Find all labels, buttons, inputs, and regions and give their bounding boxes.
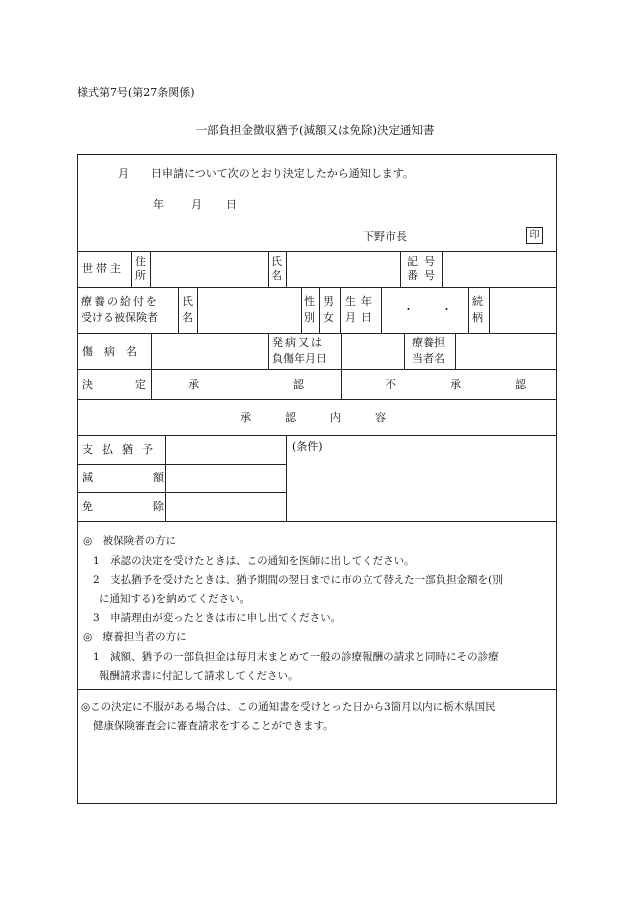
row-divider (77, 435, 557, 436)
row-divider (77, 464, 286, 465)
onset-date-label: 負傷年月日 (272, 352, 327, 365)
number-label: 番号 (407, 269, 441, 282)
conditions-label: (条件) (292, 440, 323, 453)
appeal-notice: ◎この決定に不服がある場合は、この通知書を受けとった日から3箇月以内に栃木県国民 (81, 701, 496, 713)
row-divider (77, 689, 557, 690)
row-divider (77, 333, 557, 334)
col-divider (341, 333, 342, 369)
name-label: 氏 (182, 295, 193, 308)
insured-label: 療養の給付を (81, 295, 159, 308)
birth-label: 月日 (345, 311, 377, 324)
col-divider (151, 333, 152, 369)
address-label: 住 (135, 255, 146, 268)
birth-label: 生年 (345, 295, 377, 308)
note-item: 1 承認の決定を受けたときは、この通知を医師に出してください。 (93, 555, 415, 567)
col-divider (286, 251, 287, 287)
application-sentence: 日申請について次のとおり決定したから通知します。 (151, 167, 414, 180)
month-label: 月 (118, 167, 129, 180)
mayor-label: 下野市長 (363, 230, 407, 243)
col-divider (268, 333, 269, 369)
col-divider (301, 287, 302, 333)
col-divider (131, 251, 132, 287)
col-divider (381, 287, 382, 333)
approval-content-heading: 承認内容 (240, 411, 420, 424)
exemption-label: 免除 (82, 500, 224, 513)
note-item: 1 減額、猶予の一部負担金は毎月末まとめて一般の診療報酬の請求と同時にその診療 (93, 651, 499, 663)
sex-label: 別 (304, 311, 315, 324)
seal-mark: 印 (526, 227, 543, 244)
note-item: 2 支払猶予を受けたときは、猶予期間の翌日までに市の立て替えた一部負担金額を(別 (93, 574, 503, 586)
sex-option-female: 女 (323, 311, 334, 324)
col-divider (268, 251, 269, 287)
address-label: 所 (135, 269, 146, 282)
month-label: 月 (191, 198, 202, 211)
col-divider (455, 333, 456, 369)
code-label: 記号 (407, 255, 441, 268)
decision-label: 決定 (82, 378, 188, 391)
insured-label: 受ける被保険者 (81, 311, 158, 324)
col-divider (319, 287, 320, 333)
row-divider (77, 369, 557, 370)
row-divider (77, 251, 557, 252)
name-label: 名 (182, 311, 193, 324)
birth-date-separators: ・ ・ (403, 303, 460, 316)
row-divider (77, 399, 557, 400)
note-heading-insured: ◎ 被保険者の方に (83, 535, 177, 547)
year-label: 年 (153, 198, 164, 211)
col-divider (340, 287, 341, 333)
document-title: 一部負担金徴収猶予(減額又は免除)決定通知書 (195, 123, 435, 137)
relation-label: 続 (472, 295, 483, 308)
approve-label: 承認 (188, 378, 398, 391)
col-divider (178, 287, 179, 333)
note-heading-provider: ◎ 療養担当者の方に (83, 631, 187, 643)
illness-name-label: 傷病名 (82, 345, 148, 358)
note-item-continued: に通知する)を納めてください。 (99, 593, 251, 605)
col-divider (197, 287, 198, 333)
sex-option-male: 男 (323, 295, 334, 308)
appeal-notice-continued: 健康保険審査会に審査請求をすることができます。 (93, 720, 334, 732)
col-divider (468, 287, 469, 333)
note-item: 3 申請理由が変ったときは市に申し出てください。 (93, 612, 342, 624)
provider-label: 療養担 (412, 336, 445, 349)
day-label: 日 (226, 198, 237, 211)
name-label: 名 (271, 269, 282, 282)
col-divider (286, 435, 287, 521)
col-divider (442, 251, 443, 287)
col-divider (150, 251, 151, 287)
sex-label: 性 (304, 295, 315, 308)
form-number-label: 様式第7号(第27条関係) (77, 86, 195, 99)
onset-date-label: 発病又は (272, 336, 324, 349)
row-divider (77, 492, 286, 493)
relation-label: 柄 (472, 311, 483, 324)
row-divider (77, 521, 557, 522)
row-divider (77, 287, 557, 288)
reduction-label: 減額 (82, 471, 224, 484)
reject-label: 不承認 (385, 378, 580, 391)
col-divider (400, 251, 401, 287)
note-item-continued: 報酬請求書に付記して請求してください。 (99, 670, 299, 682)
name-label: 氏 (271, 255, 282, 268)
col-divider (489, 287, 490, 333)
col-divider (404, 333, 405, 369)
provider-label: 当者名 (412, 352, 445, 365)
payment-deferral-label: 支払猶予 (82, 443, 162, 456)
household-head-label: 世帯主 (82, 262, 124, 275)
